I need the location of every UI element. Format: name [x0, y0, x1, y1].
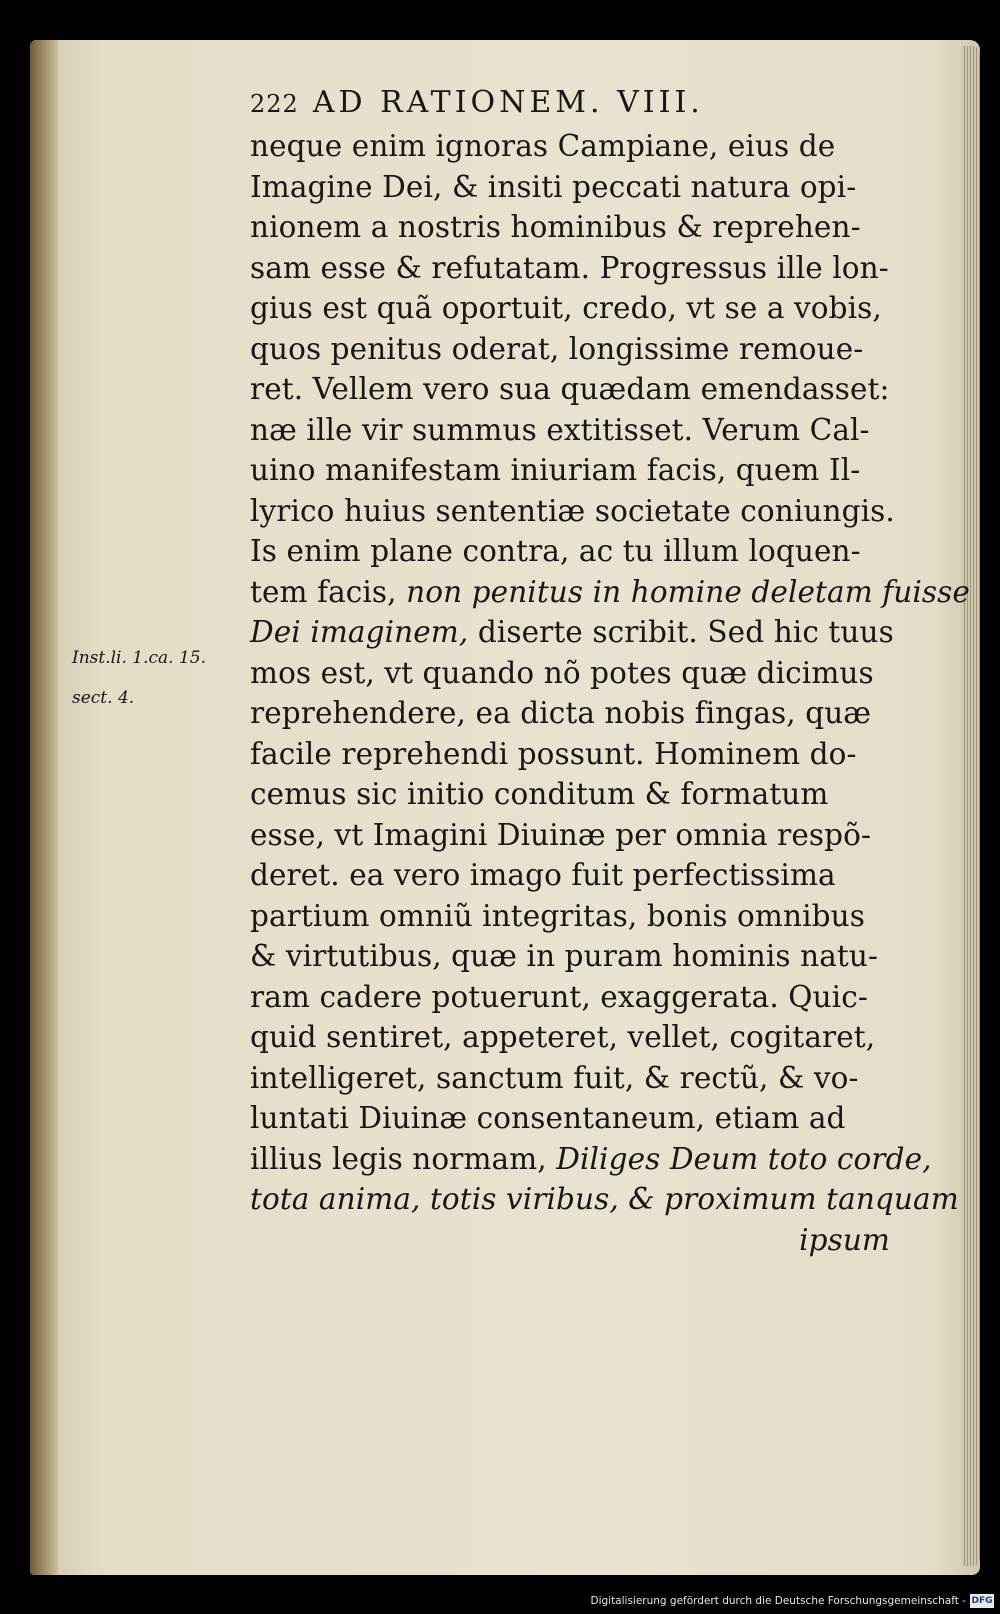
- text-line: ret. Vellem vero sua quædam emendasset:: [250, 372, 890, 406]
- margin-note-line: Inst.li. 1.ca. 15.: [72, 648, 207, 668]
- italic-quote: Dei imaginem,: [250, 615, 469, 649]
- roman-text: tem facis,: [250, 574, 407, 609]
- roman-text: diserte scribit. Sed hic tuus: [468, 615, 894, 649]
- margin-note: [72, 638, 242, 718]
- text-line: mos est, vt quando nõ potes quæ dicimus: [250, 655, 874, 690]
- running-head-title: AD RATIONEM. VIII.: [312, 85, 704, 120]
- text-line: nionem a nostris hominibus & reprehen-: [250, 210, 861, 244]
- book-gutter: [30, 40, 58, 1575]
- page-number: 222: [250, 90, 299, 118]
- digitization-credit: Digitalisierung gefördert durch die Deutsche Forschungsgemeinschaft -: [590, 1595, 966, 1607]
- text-line: Imagine Dei, & insiti peccati natura opi-: [250, 169, 857, 204]
- catchword: ipsum: [799, 1222, 890, 1257]
- text-line: deret. ea vero imago fuit perfectissima: [250, 858, 836, 892]
- text-line: ram cadere potuerunt, exaggerata. Quic-: [250, 979, 868, 1014]
- text-line: partium omniũ integritas, bonis omnibus: [250, 898, 865, 933]
- text-line-mixed: [250, 1139, 930, 1180]
- text-line: esse, vt Imagini Diuinæ per omnia respõ-: [250, 817, 872, 852]
- italic-quote: Diliges Deum toto corde,: [556, 1141, 932, 1176]
- page-edges: [962, 46, 980, 1566]
- text-line: luntati Diuinæ consentaneum, etiam ad: [250, 1101, 846, 1135]
- text-line: & virtutibus, quæ in puram hominis natu-: [250, 939, 879, 973]
- text-line: reprehendere, ea dicta nobis fingas, quæ: [250, 696, 872, 730]
- text-line: gius est quã oportuit, credo, vt se a vobis,: [250, 291, 882, 325]
- italic-quote: non penitus in homine deletam fuisse: [406, 574, 970, 609]
- text-line: facile reprehendi possunt. Hominem do-: [250, 736, 857, 771]
- text-line: lyrico huius sententiæ societate coniungis.: [250, 493, 895, 528]
- text-line-mixed: [250, 612, 930, 653]
- margin-note-line: sect. 4.: [72, 688, 135, 708]
- roman-text: illius legis normam,: [250, 1141, 557, 1176]
- text-line: quos penitus oderat, longissime remoue-: [250, 331, 864, 366]
- dfg-logo: DFG: [971, 1596, 993, 1606]
- text-line: quid sentiret, appeteret, vellet, cogitaret,: [250, 1020, 876, 1054]
- text-line: Is enim plane contra, ac tu illum loquen-: [250, 534, 861, 568]
- text-line: sam esse & refutatam. Progressus ille lon-: [250, 250, 889, 285]
- text-line: cemus sic initio conditum & formatum: [250, 777, 829, 811]
- text-line: uino manifestam iniuriam facis, quem Il-: [250, 453, 861, 487]
- text-line-mixed: [250, 572, 970, 613]
- italic-quote-line: tota anima, totis viribus, & proximum tanquam: [250, 1182, 959, 1216]
- text-block: [250, 80, 970, 1260]
- text-line: neque enim ignoras Campiane, eius de: [250, 129, 836, 163]
- text-line: næ ille vir summus extitisset. Verum Cal-: [250, 412, 870, 447]
- text-line: intelligeret, sanctum fuit, & rectũ, & vo-: [250, 1060, 859, 1095]
- running-head: [250, 80, 930, 126]
